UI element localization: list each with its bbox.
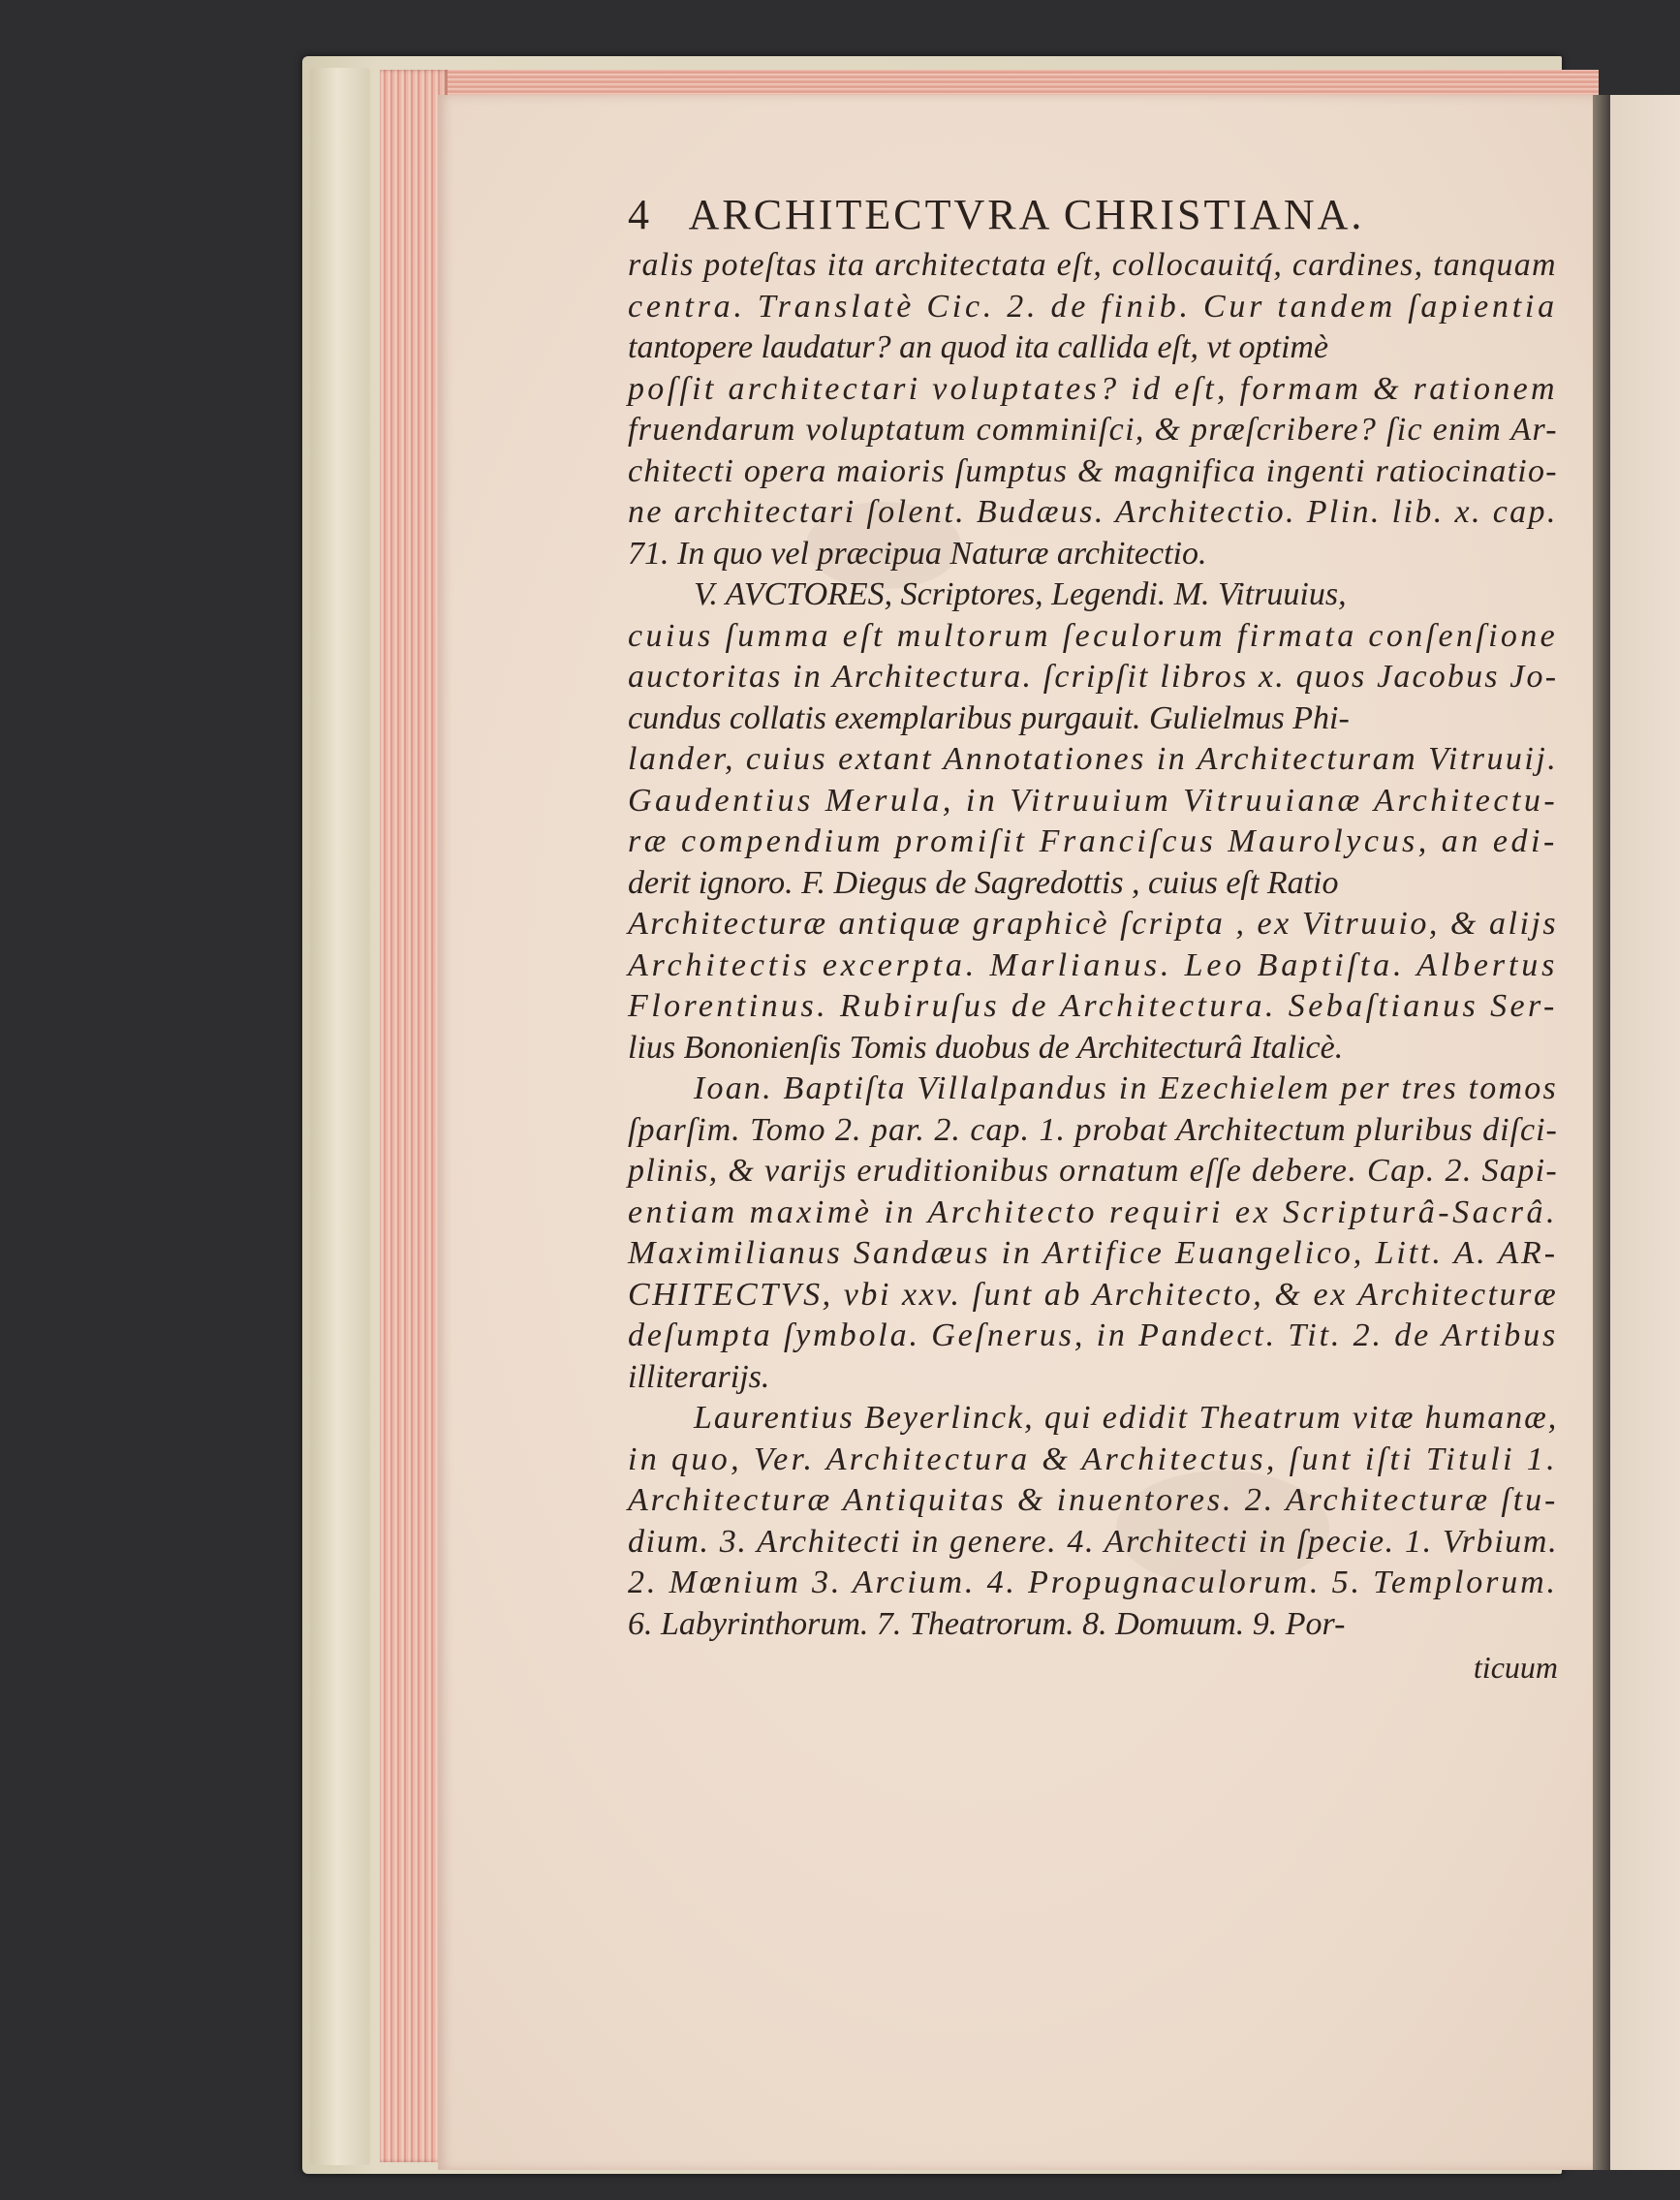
text-line: tantopere laudatur? an quod ita callida eſt, vt optimè — [628, 329, 1329, 365]
running-title: ARCHITECTVRA CHRISTIANA. — [688, 191, 1365, 238]
text-line: Ioan. Baptiſta Villalpandus in Ezechielem per tres tomos — [694, 1070, 1558, 1106]
text-line: lander, cuius extant Annotationes in Architecturam Vitruuij. — [628, 741, 1559, 777]
facing-page — [1610, 95, 1680, 2170]
text-line: chitecti opera maioris ſumptus & magnifica ingenti ratiocinatio- — [628, 452, 1558, 489]
text-line: cundus collatis exemplaribus purgauit. Gulielmus Phi- — [628, 699, 1350, 736]
text-line: Gaudentius Merula, in Vitruuium Vitruuianæ Architectu- — [628, 782, 1559, 819]
page-gutter — [1593, 95, 1612, 2170]
text-line: derit ignoro. F. Diegus de Sagredottis , cuius eſt Ratio — [628, 864, 1339, 901]
text-line: 6. Labyrinthorum. 7. Theatrorum. 8. Domuum. 9. Por- — [628, 1605, 1346, 1642]
running-head — [628, 190, 1558, 239]
text-line: entiam maximè in Architecto requiri ex Scripturâ-Sacrâ. — [628, 1193, 1559, 1230]
text-line: ſparſim. Tomo 2. par. 2. cap. 1. probat Architectum pluribus diſci- — [628, 1111, 1558, 1148]
text-line: dium. 3. Architecti in genere. 4. Architecti in ſpecie. 1. Vrbium. — [628, 1523, 1559, 1560]
page-number: 4 — [628, 191, 652, 238]
text-line: deſumpta ſymbola. Geſnerus, in Pandect. Tit. 2. de Artibus — [628, 1317, 1559, 1353]
text-line: Florentinus. Rubiruſus de Architectura. Sebaſtianus Ser- — [628, 988, 1558, 1024]
text-line: fruendarum voluptatum comminiſci, & præſcribere? ſic enim Ar- — [628, 412, 1558, 448]
text-line: Laurentius Beyerlinck, qui edidit Theatrum vitæ humanæ, — [694, 1400, 1559, 1436]
text-line: in quo, Ver. Architectura & Architectus, ſunt iſti Tituli 1. — [628, 1441, 1558, 1477]
cover-edge — [310, 68, 370, 2165]
text-line: CHITECTVS, vbi xxv. ſunt ab Architecto, & ex Architecturæ — [628, 1276, 1559, 1313]
text-line: Architecturæ antiquæ graphicè ſcripta , ex Vitruuio, & alijs — [628, 906, 1559, 942]
text-line: Maximilianus Sandæus in Artifice Euangelico, Litt. A. AR- — [628, 1235, 1558, 1271]
text-line: Architecturæ Antiquitas & inuentores. 2. Architecturæ ſtu- — [628, 1482, 1559, 1518]
text-line: V. AVCTORES, Scriptores, Legendi. M. Vitruuius, — [694, 576, 1347, 612]
text-line: plinis, & varijs eruditionibus ornatum eſſe debere. Cap. 2. Sapi- — [628, 1153, 1559, 1189]
text-line: auctoritas in Architectura. ſcripſit libros x. quos Jacobus Jo- — [628, 659, 1559, 695]
text-line: centra. Translatè Cic. 2. de finib. Cur tandem ſapientia — [628, 288, 1558, 325]
text-line: ralis poteſtas ita architectata eſt, collocauitq́, cardines, tanquam — [628, 247, 1557, 283]
text-line: cuius ſumma eſt multorum ſeculorum firmata conſenſione — [628, 617, 1559, 654]
text-line: poſſit architectari voluptates? id eſt, formam & rationem — [628, 370, 1558, 407]
text-line: 2. Mœnium 3. Arcium. 4. Propugnaculorum. 5. Templorum. — [628, 1565, 1558, 1600]
text-line: lius Bononienſis Tomis duobus de Architecturâ Italicè. — [628, 1029, 1344, 1066]
text-line: Architectis excerpta. Marlianus. Leo Baptiſta. Albertus — [628, 946, 1559, 983]
text-line: ræ compendium promiſit Franciſcus Maurolycus, an edi- — [628, 823, 1558, 859]
catchword: ticuum — [1473, 1650, 1558, 1685]
page-text — [628, 190, 1558, 1688]
body-text — [628, 245, 1558, 1645]
text-line: ne architectari ſolent. Budæus. Architectio. Plin. lib. x. cap. — [628, 494, 1558, 530]
text-line: illiterarijs. — [628, 1358, 770, 1395]
text-line: 71. In quo vel præcipua Naturæ architectio. — [628, 535, 1207, 572]
